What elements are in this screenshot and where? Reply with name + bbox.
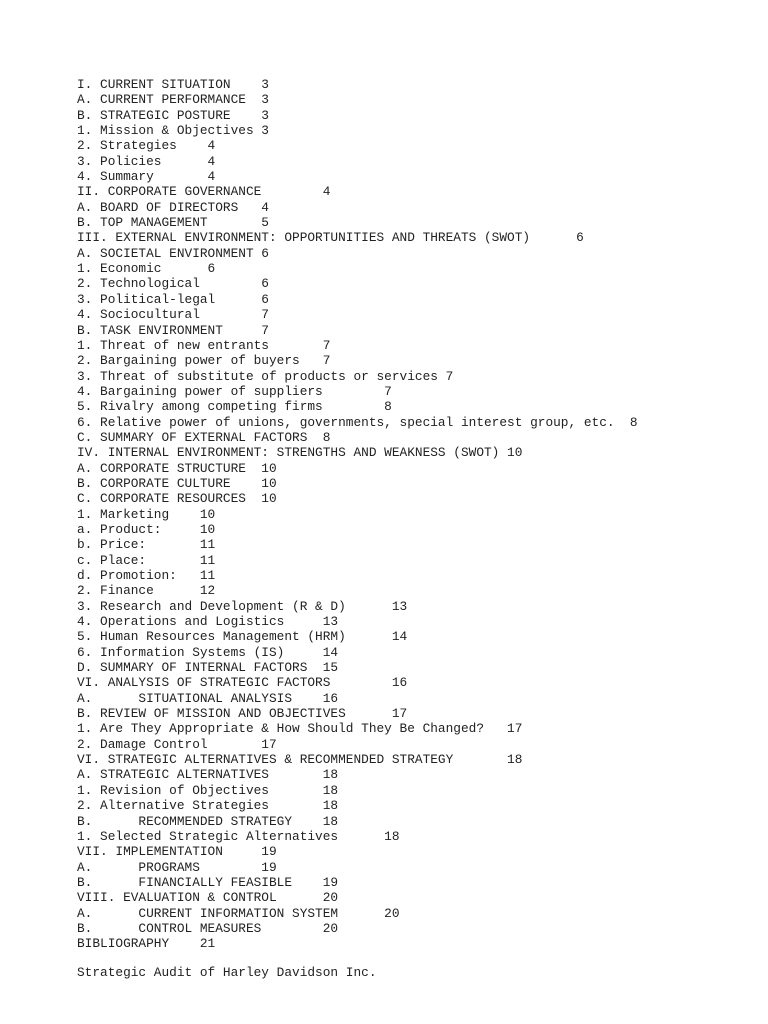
toc-entry: 2. Bargaining power of buyers 7	[77, 353, 331, 369]
toc-entry: C. SUMMARY OF EXTERNAL FACTORS 8	[77, 429, 331, 445]
toc-entry: A. SOCIETAL ENVIRONMENT 6	[77, 245, 269, 261]
toc-entry: 4. Operations and Logistics 13	[77, 614, 339, 630]
toc-entry: C. CORPORATE RESOURCES 10	[77, 491, 277, 507]
document-title-line: Strategic Audit of Harley Davidson Inc.	[77, 965, 377, 980]
toc-entry: B. TOP MANAGEMENT 5	[77, 215, 269, 231]
toc-entry: A. CORPORATE STRUCTURE 10	[77, 460, 277, 476]
toc-entry: B. STRATEGIC POSTURE 3	[77, 107, 269, 123]
toc-entry: 2. Damage Control 17	[77, 736, 277, 752]
toc-entry: B. RECOMMENDED STRATEGY 18	[77, 813, 339, 829]
toc-entry: c. Place: 11	[77, 552, 216, 568]
toc-entry: 4. Sociocultural 7	[77, 307, 269, 323]
toc-entry: III. EXTERNAL ENVIRONMENT: OPPORTUNITIES AND THREATS (SWOT) 6	[77, 230, 584, 246]
toc-entry: A. STRATEGIC ALTERNATIVES 18	[77, 767, 339, 783]
toc-entry: B. REVIEW OF MISSION AND OBJECTIVES 17	[77, 706, 408, 722]
toc-entry: 3. Policies 4	[77, 153, 216, 169]
toc-entry: B. TASK ENVIRONMENT 7	[77, 322, 269, 338]
toc-entry: 1. Economic 6	[77, 261, 216, 277]
toc-entry: A. CURRENT INFORMATION SYSTEM 20	[77, 905, 400, 921]
toc-entry: VII. IMPLEMENTATION 19	[77, 844, 277, 860]
toc-entry: 1. Selected Strategic Alternatives 18	[77, 828, 400, 844]
toc-entry: 3. Threat of substitute of products or services 7	[77, 368, 454, 384]
toc-entry: a. Product: 10	[77, 521, 216, 537]
toc-entry: 1. Marketing 10	[77, 506, 216, 522]
toc-entry: B. FINANCIALLY FEASIBLE 19	[77, 874, 339, 890]
toc-entry: 4. Bargaining power of suppliers 7	[77, 383, 392, 399]
toc-entry: A. CURRENT PERFORMANCE 3	[77, 92, 269, 108]
toc-entry: 2. Finance 12	[77, 583, 216, 599]
toc-entry: VI. ANALYSIS OF STRATEGIC FACTORS 16	[77, 675, 408, 691]
toc-entry: 2. Alternative Strategies 18	[77, 798, 339, 814]
toc-entry: 5. Human Resources Management (HRM) 14	[77, 629, 408, 645]
toc-entry: 4. Summary 4	[77, 169, 216, 185]
toc-entry: 5. Rivalry among competing firms 8	[77, 399, 392, 415]
toc-entry: I. CURRENT SITUATION 3	[77, 77, 269, 92]
toc-entry: A. PROGRAMS 19	[77, 859, 277, 875]
toc-entry: B. CONTROL MEASURES 20	[77, 920, 339, 936]
toc-entry: VIII. EVALUATION & CONTROL 20	[77, 890, 339, 906]
toc-entry: 3. Political-legal 6	[77, 291, 269, 307]
toc-entry: 2. Strategies 4	[77, 138, 216, 154]
toc-entry: BIBLIOGRAPHY 21	[77, 936, 216, 952]
toc-entry: b. Price: 11	[77, 537, 216, 553]
toc-entry: A. SITUATIONAL ANALYSIS 16	[77, 690, 339, 706]
toc-entry: 1. Are They Appropriate & How Should They Be Changed? 17	[77, 721, 523, 737]
toc-entry: 2. Technological 6	[77, 276, 269, 292]
table-of-contents	[77, 77, 638, 952]
toc-entry: A. BOARD OF DIRECTORS 4	[77, 199, 269, 215]
toc-entry: 1. Revision of Objectives 18	[77, 782, 339, 798]
toc-entry: 3. Research and Development (R & D) 13	[77, 598, 408, 614]
toc-entry: VI. STRATEGIC ALTERNATIVES & RECOMMENDED STRATEGY 18	[77, 752, 523, 768]
toc-entry: 1. Mission & Objectives 3	[77, 123, 269, 139]
toc-entry: d. Promotion: 11	[77, 568, 216, 583]
toc-entry: 6. Information Systems (IS) 14	[77, 644, 339, 660]
toc-entry: 1. Threat of new entrants 7	[77, 337, 331, 353]
toc-entry: II. CORPORATE GOVERNANCE 4	[77, 184, 331, 200]
toc-entry: B. CORPORATE CULTURE 10	[77, 475, 277, 491]
toc-entry: D. SUMMARY OF INTERNAL FACTORS 15	[77, 660, 339, 676]
toc-entry: 6. Relative power of unions, governments, special interest group, etc. 8	[77, 414, 638, 430]
toc-entry: IV. INTERNAL ENVIRONMENT: STRENGTHS AND WEAKNESS (SWOT) 10	[77, 445, 523, 461]
